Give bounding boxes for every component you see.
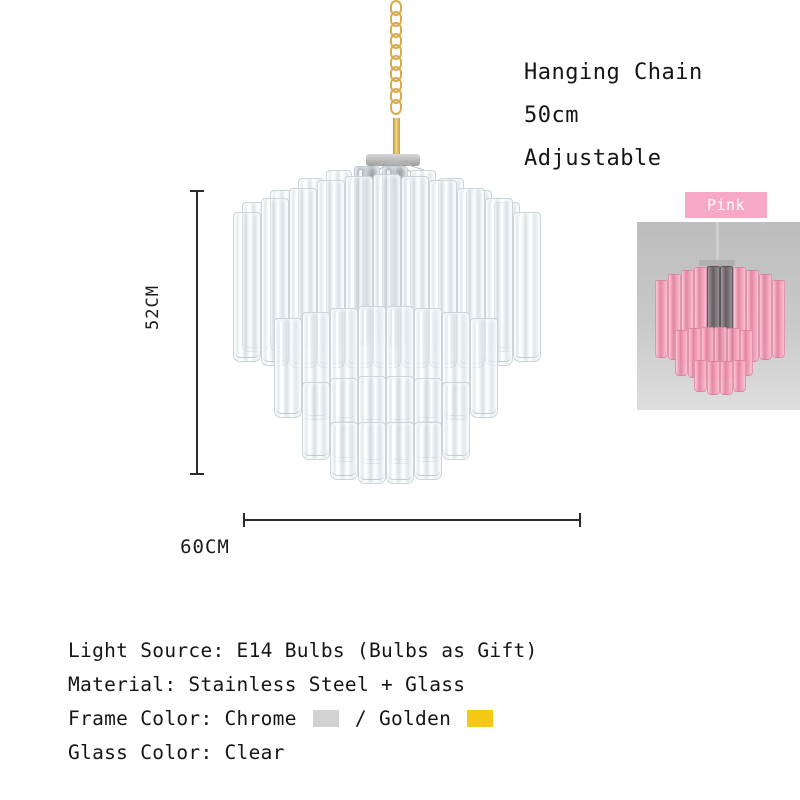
pink-variant-tag[interactable]: Pink [685,192,767,218]
dimension-cap [190,473,204,475]
chain-note-line-3: Adjustable [524,145,662,171]
pink-glass-tube [694,360,707,392]
glass-tube [274,318,302,418]
height-dimension-line [196,190,198,475]
glass-tube [330,422,358,480]
glass-tube [302,382,330,460]
glass-tube [233,212,261,362]
glass-tube [470,318,498,418]
hanging-chain-note [524,52,703,181]
pink-glass-tube [707,361,720,395]
width-dimension-label-wrap [0,536,800,558]
spec-frame-color [68,702,538,736]
spec-frame-color-chrome-label: Frame Color: Chrome [68,707,297,730]
chrome-color-swatch[interactable] [313,710,339,727]
chain-link [390,99,402,115]
chain-note-line-1: Hanging Chain [524,60,703,85]
pink-glass-tube [759,274,772,360]
golden-color-swatch[interactable] [467,710,493,727]
spec-glass-color: Glass Color: Clear [68,741,285,764]
pink-glass-tube [675,330,688,376]
dimension-cap [190,190,204,192]
chain-note-line-2: 50cm [524,102,579,128]
dimension-cap [243,513,245,527]
dimension-cap [579,513,581,527]
pink-glass-tube [720,361,733,395]
pink-glass-tube [733,360,746,392]
spec-light-source: Light Source: E14 Bulbs (Bulbs as Gift) [68,639,538,662]
width-dimension-label: 60CM [180,536,230,558]
spec-material: Material: Stainless Steel + Glass [68,673,466,696]
spec-list [68,634,538,770]
pink-variant-photo[interactable] [637,222,800,410]
glass-tube [442,382,470,460]
hanging-chain [389,0,403,158]
height-dimension-label: 52CM [143,285,163,330]
glass-tube [386,422,414,484]
chandelier-image [228,150,558,500]
pink-glass-tube [655,280,668,358]
glass-tube [358,422,386,484]
glass-tube [414,422,442,480]
glass-tube [513,212,541,362]
pink-glass-tube [772,280,785,358]
photo-chain [716,222,719,262]
spec-frame-color-golden-label: / Golden [354,707,452,730]
width-dimension-line [243,519,581,521]
